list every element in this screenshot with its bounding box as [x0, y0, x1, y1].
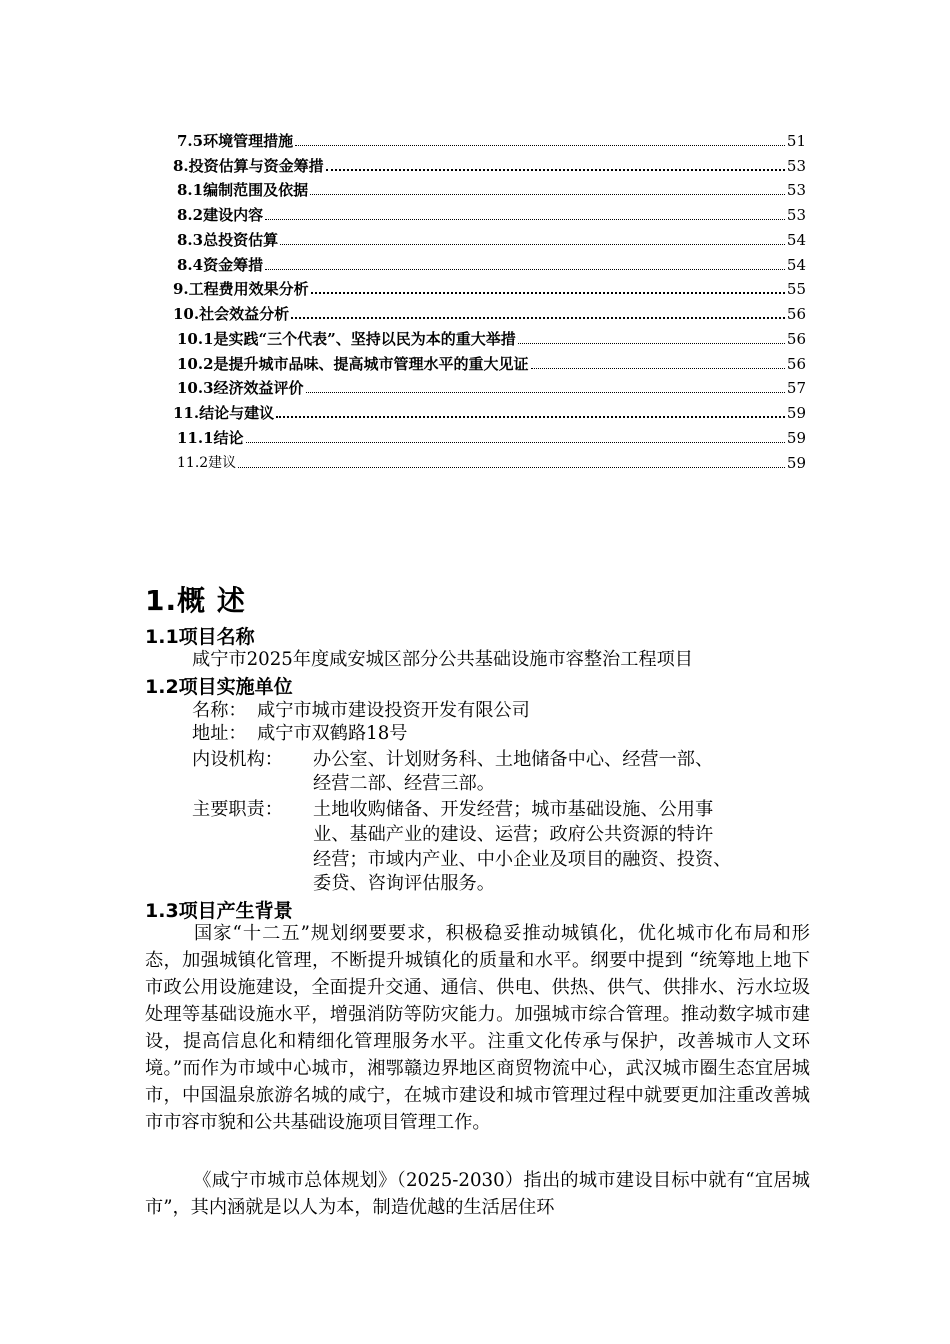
toc-leader: [326, 167, 785, 171]
toc-leader: [246, 440, 785, 443]
unit-name-value: 咸宁市城市建设投资开发有限公司: [257, 700, 530, 721]
toc-entry[interactable]: [177, 423, 806, 447]
body-paragraph: [145, 1167, 810, 1221]
toc-entry-page: 53: [786, 157, 806, 175]
paragraph-text: 《咸宁市城市总体规划》（2025-2030）指出的城市建设目标中就有“宜居城市”，其内涵就是以人为本，制造优越的生活居住环: [145, 1170, 810, 1218]
toc-entry[interactable]: [173, 274, 806, 298]
unit-address-label: 地址：: [192, 723, 247, 744]
duty-line: 土地收购储备、开发经营；城市基础设施、公用事: [313, 799, 714, 820]
toc-entry[interactable]: [177, 175, 806, 199]
toc-entry[interactable]: [173, 299, 806, 323]
unit-name-label: 名称：: [192, 700, 247, 721]
toc-entry[interactable]: [173, 151, 806, 175]
toc-leader: [518, 341, 785, 344]
toc-entry[interactable]: [177, 448, 806, 472]
toc-entry-title: 11.结论与建议: [173, 404, 275, 422]
toc-leader: [238, 465, 785, 468]
toc-entry-title: 8.4资金筹措: [177, 256, 264, 274]
toc-entry[interactable]: [173, 398, 806, 422]
toc-entry-title: 10.2是提升城市品味、提高城市管理水平的重大见证: [177, 355, 529, 373]
paragraph-text: 国家“十二五”规划纲要要求，积极稳妥推动城镇化，优化城市化布局和形态，加强城镇化管理，不断提升城镇化的质量和水平。纲要中提到 “统筹地上地下市政公用设施建设，全面提升交通、通信、供电、供热、供气、供排水、污水垃圾处理等基础设施水平，增强消防等防灾能力。加强城市综合管理。推动数字城市建设，提高信息化和精细化管理服务水平。注重文化传承与保护，改善城市人文环境。”而作为市域中心城市，湘鄂赣边界地区商贸物流中心，武汉城市圈生态宜居城市，中国温泉旅游名城的咸宁，在城市建设和城市管理过程中就要更加注重改善城市市容市貌和公共基础设施项目管理工作。: [145, 923, 810, 1133]
toc-leader: [531, 366, 785, 369]
toc-leader: [295, 143, 785, 146]
toc-entry[interactable]: [177, 324, 806, 348]
toc-entry-title: 9.工程费用效果分析: [173, 280, 309, 298]
toc-entry-title: 10.1是实践“三个代表”、坚持以民为本的重大举措: [177, 330, 516, 348]
toc-leader: [291, 315, 785, 319]
toc-entry[interactable]: [177, 349, 806, 373]
subsection-heading: 1.2项目实施单位: [145, 676, 293, 698]
toc-entry-page: 56: [786, 355, 806, 373]
toc-entry-page: 57: [786, 379, 806, 397]
toc-leader: [306, 390, 785, 393]
org-line: 经营二部、经营三部。: [313, 773, 495, 794]
toc-entry-title: 11.2建议: [177, 455, 237, 471]
toc-entry-page: 53: [786, 206, 806, 224]
toc-entry-title: 11.1结论: [177, 429, 244, 447]
toc-entry[interactable]: [177, 373, 806, 397]
toc-entry-title: 10.社会效益分析: [173, 305, 290, 323]
toc-leader: [311, 290, 785, 294]
toc-entry[interactable]: [177, 126, 806, 150]
toc-leader: [276, 414, 785, 418]
subsection-heading: 1.3项目产生背景: [145, 900, 293, 922]
toc-entry-page: 54: [786, 256, 806, 274]
org-line: 办公室、计划财务科、土地储备中心、经营一部、: [313, 749, 714, 770]
toc-entry-title: 8.1编制范围及依据: [177, 181, 309, 199]
duty-line: 委贷、咨询评估服务。: [313, 873, 495, 894]
toc-entry-page: 54: [786, 231, 806, 249]
toc-entry-page: 56: [786, 305, 806, 323]
toc-entry-page: 59: [786, 404, 806, 422]
subsection-heading: 1.1项目名称: [145, 626, 255, 648]
toc-entry-page: 55: [786, 280, 806, 298]
toc-entry-page: 51: [786, 132, 806, 150]
toc-entry-page: 53: [786, 181, 806, 199]
section-heading: 1.概 述: [145, 584, 246, 617]
toc-leader: [280, 242, 785, 245]
duty-label: 主要职责：: [192, 799, 283, 820]
toc-entry-title: 8.投资估算与资金筹措: [173, 157, 324, 175]
toc-entry-page: 59: [786, 454, 806, 472]
toc-entry[interactable]: [177, 250, 806, 274]
toc-leader: [265, 267, 785, 270]
toc-entry-page: 59: [786, 429, 806, 447]
toc-leader: [310, 192, 785, 195]
project-name: 咸宁市2025年度咸安城区部分公共基础设施市容整治工程项目: [192, 649, 693, 670]
toc-entry-page: 56: [786, 330, 806, 348]
toc-entry-title: 7.5环境管理措施: [177, 132, 294, 150]
duty-line: 经营；市域内产业、中小企业及项目的融资、投资、: [313, 849, 732, 870]
toc-entry[interactable]: [177, 225, 806, 249]
toc-entry-title: 10.3经济效益评价: [177, 379, 304, 397]
unit-address-value: 咸宁市双鹤路18号: [257, 723, 408, 744]
toc-entry[interactable]: [177, 200, 806, 224]
duty-line: 业、基础产业的建设、运营；政府公共资源的特许: [313, 824, 714, 845]
toc-entry-title: 8.2建设内容: [177, 206, 264, 224]
toc-leader: [265, 217, 785, 220]
org-label: 内设机构：: [192, 749, 283, 770]
toc-entry-title: 8.3总投资估算: [177, 231, 279, 249]
body-paragraph: [145, 920, 810, 1136]
